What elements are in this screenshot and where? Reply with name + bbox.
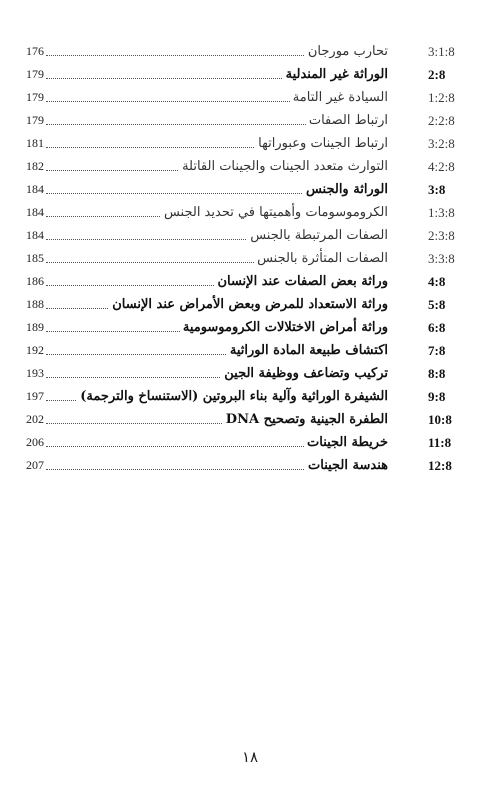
section-title: الوراثة والجنس	[303, 178, 388, 201]
page-ref: 192	[26, 343, 44, 357]
toc-entry	[26, 431, 466, 454]
section-title: اكتشاف طبيعة المادة الوراثية	[227, 339, 388, 362]
section-title: هندسة الجينات	[305, 454, 388, 477]
section-title: ارتباط الصفات	[306, 109, 388, 132]
page-ref: 184	[26, 228, 44, 242]
page-ref: 182	[26, 159, 44, 173]
section-number: 3:1:8	[428, 44, 455, 59]
toc-entry	[26, 155, 466, 178]
page-ref: 189	[26, 320, 44, 334]
section-number: 2:3:8	[428, 228, 455, 243]
section-title: تحارب مورجان	[305, 40, 388, 63]
section-title: التوارث متعدد الجينات والجينات القاتلة	[179, 155, 388, 178]
toc-entry	[26, 109, 466, 132]
toc-entry	[26, 224, 466, 247]
section-number: 5:8	[428, 297, 446, 312]
toc-entry	[26, 63, 466, 86]
section-number: 2:8	[428, 67, 446, 82]
section-number: 1:3:8	[428, 205, 455, 220]
toc-entry	[26, 178, 466, 201]
section-title: ارتباط الجينات وعبوراتها	[255, 132, 388, 155]
section-number: 3:8	[428, 182, 446, 197]
page-ref: 184	[26, 182, 44, 196]
table-of-contents	[26, 40, 466, 477]
section-number: 1:2:8	[428, 90, 455, 105]
section-title: الصفات المرتبطة بالجنس	[247, 224, 388, 247]
toc-entry	[26, 270, 466, 293]
section-number: 4:2:8	[428, 159, 455, 174]
section-title: وراثة بعض الصفات عند الإنسان	[214, 270, 388, 293]
page-ref: 185	[26, 251, 44, 265]
section-number: 4:8	[428, 274, 446, 289]
toc-entry	[26, 385, 466, 408]
toc-entry	[26, 408, 466, 431]
page-ref: 197	[26, 389, 44, 403]
page-ref: 186	[26, 274, 44, 288]
section-number: 8:8	[428, 366, 446, 381]
page-ref: 188	[26, 297, 44, 311]
toc-entry	[26, 339, 466, 362]
toc-entry	[26, 316, 466, 339]
page-ref: 181	[26, 136, 44, 150]
section-title: الكروموسومات وأهميتها في تحديد الجنس	[161, 201, 388, 224]
section-number: 3:3:8	[428, 251, 455, 266]
section-title: وراثة الاستعداد للمرض وبعض الأمراض عند الإنسان	[109, 293, 388, 316]
page-ref: 179	[26, 67, 44, 81]
section-title: السيادة غير التامة	[290, 86, 388, 109]
toc-entry	[26, 132, 466, 155]
page-ref: 202	[26, 412, 44, 426]
section-number: 10:8	[428, 412, 452, 427]
section-title: وراثة أمراض الاختلالات الكروموسومية	[180, 316, 388, 339]
page-ref: 184	[26, 205, 44, 219]
section-number: 3:2:8	[428, 136, 455, 151]
toc-entry	[26, 247, 466, 270]
page-ref: 207	[26, 458, 44, 472]
section-title: الوراثة غير المندلية	[283, 63, 388, 86]
section-number: 7:8	[428, 343, 446, 358]
section-number: 9:8	[428, 389, 446, 404]
section-number: 2:2:8	[428, 113, 455, 128]
section-title: الشيفرة الوراثية وآلية بناء البروتين (الاستنساخ والترجمة)	[77, 385, 388, 408]
page-ref: 179	[26, 90, 44, 104]
section-title: الطفرة الجينية وتصحيح DNA	[223, 408, 388, 431]
toc-entry	[26, 40, 466, 63]
section-number: 12:8	[428, 458, 452, 473]
section-title: خريطة الجينات	[304, 431, 388, 454]
toc-entry	[26, 362, 466, 385]
toc-entry	[26, 293, 466, 316]
page-ref: 206	[26, 435, 44, 449]
section-number: 11:8	[428, 435, 452, 450]
page-ref: 193	[26, 366, 44, 380]
toc-entry	[26, 201, 466, 224]
page-number: ١٨	[241, 748, 259, 766]
page-ref: 176	[26, 44, 44, 58]
toc-entry	[26, 454, 466, 477]
section-title: تركيب وتضاعف ووظيفة الجين	[221, 362, 388, 385]
page-ref: 179	[26, 113, 44, 127]
section-number: 6:8	[428, 320, 446, 335]
toc-entry	[26, 86, 466, 109]
section-title: الصفات المتأثرة بالجنس	[254, 247, 388, 270]
